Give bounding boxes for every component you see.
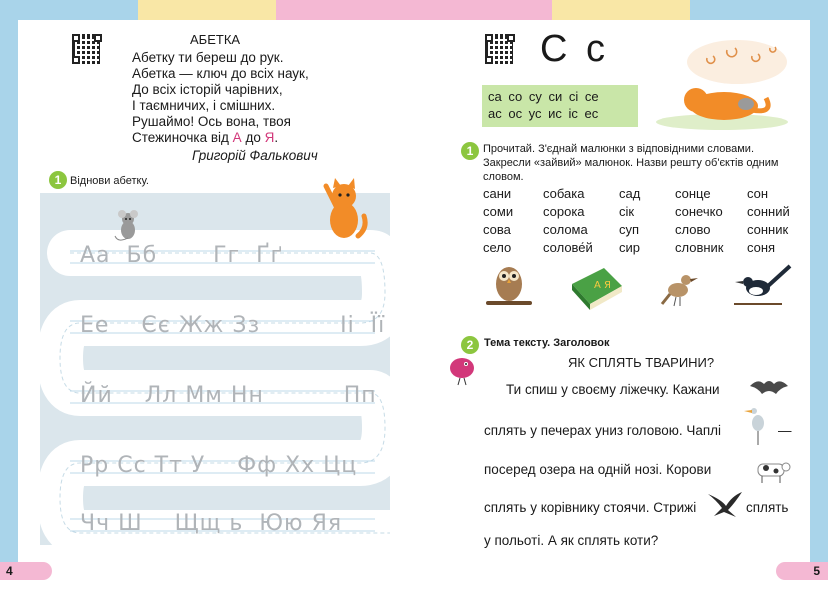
word[interactable]: солове́й — [543, 240, 593, 255]
poem-line: Абетку ти береш до рук. — [132, 50, 284, 65]
poem-text: Стежиночка від — [132, 130, 233, 145]
maze-row[interactable] — [40, 449, 390, 483]
poem-line: До всіх історій чарівних, — [132, 82, 283, 97]
syllable-row: са со су си сі се — [488, 89, 599, 104]
poem — [132, 50, 309, 146]
letter-heading: С с — [540, 28, 609, 70]
word[interactable]: сік — [619, 204, 635, 219]
heron-icon — [744, 405, 770, 445]
word[interactable]: сир — [619, 240, 640, 255]
syllable-box — [482, 85, 638, 127]
letter-a-highlight: А — [232, 130, 242, 145]
task-number-badge: 1 — [49, 171, 67, 189]
maze-row[interactable] — [40, 507, 390, 541]
word[interactable]: сонечко — [675, 204, 723, 219]
word[interactable]: село — [483, 240, 512, 255]
stripe — [690, 0, 828, 20]
story-line: посеред озера на одній нозі. Корови — [484, 462, 712, 477]
word[interactable]: сонце — [675, 186, 711, 201]
nightingale-icon[interactable] — [660, 264, 700, 310]
maze-letters: Аа Бб Гг Ґґ — [80, 243, 284, 268]
cat-icon — [318, 178, 368, 244]
word[interactable]: собака — [543, 186, 585, 201]
word[interactable]: сонник — [747, 222, 789, 237]
qr-code-icon[interactable] — [72, 34, 102, 64]
svg-text:А Я: А Я — [594, 280, 611, 291]
story-dash: — — [778, 423, 792, 438]
poem-line: Рушаймо! Ось вона, твоя — [132, 114, 291, 129]
story-line: сплять у корівнику стоячи. Стрижі — [484, 500, 697, 515]
stripe — [138, 0, 276, 20]
word[interactable]: сонний — [747, 204, 790, 219]
story-line: Ти спиш у своєму ліжечку. Кажани — [506, 382, 720, 397]
word[interactable]: сани — [483, 186, 512, 201]
word[interactable]: соми — [483, 204, 514, 219]
mouse-icon — [112, 210, 144, 244]
task-number-badge: 2 — [461, 336, 479, 354]
cow-icon — [750, 458, 792, 484]
right-edge — [810, 20, 828, 580]
maze-row[interactable] — [40, 239, 390, 273]
left-edge — [0, 20, 18, 580]
sleeping-cat-illustration — [652, 34, 792, 134]
maze-letters: Йй Лл Мм Нн Пп — [80, 383, 377, 408]
alphabet-maze[interactable] — [40, 193, 390, 545]
maze-letters: Ее Єє Жж Зз Іі Її — [80, 313, 386, 338]
poem-author: Григорій Фалькович — [192, 148, 318, 163]
text-title: ЯК СПЛЯТЬ ТВАРИНИ? — [568, 355, 715, 370]
poem-text: . — [274, 130, 279, 145]
word[interactable]: словник — [675, 240, 724, 255]
magpie-icon[interactable] — [732, 260, 792, 310]
maze-letters: Рр Сс Тт У Фф Хх Цц — [80, 453, 358, 478]
qr-code-icon[interactable] — [485, 34, 515, 64]
letter-ya-highlight: Я — [264, 130, 275, 145]
poem-title: АБЕТКА — [190, 32, 241, 47]
story-line: у польоті. А як сплять коти? — [484, 533, 659, 548]
story-line: сплять — [746, 500, 789, 515]
maze-row[interactable] — [40, 309, 390, 343]
object-pictures — [480, 260, 800, 312]
stripe — [552, 0, 690, 20]
word[interactable]: суп — [619, 222, 640, 237]
task-instruction: Прочитай. З'єднай малюнки з відповідними словами. Закресли «зайвий» малюнок. Назви решту об'єктів одним словом. — [483, 143, 779, 183]
stripe — [414, 0, 552, 20]
page-number: 5 — [776, 562, 828, 580]
story-line: сплять у печерах униз головою. Чаплі — [484, 423, 722, 438]
swift-icon — [706, 490, 744, 518]
pink-bird-icon — [446, 352, 478, 386]
word[interactable]: соня — [747, 240, 776, 255]
poem-line: І таємничих, і смішних. — [132, 98, 276, 113]
task-instruction: Віднови абетку. — [70, 175, 149, 187]
word[interactable]: сад — [619, 186, 641, 201]
word[interactable]: солома — [543, 222, 588, 237]
stripe — [276, 0, 414, 20]
poem-text: до — [241, 130, 265, 145]
poem-line: Абетка — ключ до всіх наук, — [132, 66, 309, 81]
task-number-badge: 1 — [461, 142, 479, 160]
stripe — [0, 0, 138, 20]
word[interactable]: сорока — [543, 204, 585, 219]
task-subtitle: Тема тексту. Заголовок — [484, 337, 610, 349]
word[interactable]: сова — [483, 222, 511, 237]
page-number: 4 — [0, 562, 52, 580]
syllable-row: ас ос ус ис іс ес — [488, 106, 599, 121]
top-color-stripes — [0, 0, 828, 20]
poem-line — [132, 130, 309, 146]
book-icon[interactable] — [568, 264, 626, 310]
bat-icon — [748, 376, 790, 398]
word[interactable]: слово — [675, 222, 711, 237]
owl-icon[interactable] — [484, 260, 534, 310]
word[interactable]: сон — [747, 186, 769, 201]
maze-row[interactable] — [40, 379, 390, 413]
maze-letters: Чч Ш Щщ ь Юю Яя — [80, 511, 343, 536]
word-grid — [483, 186, 807, 255]
